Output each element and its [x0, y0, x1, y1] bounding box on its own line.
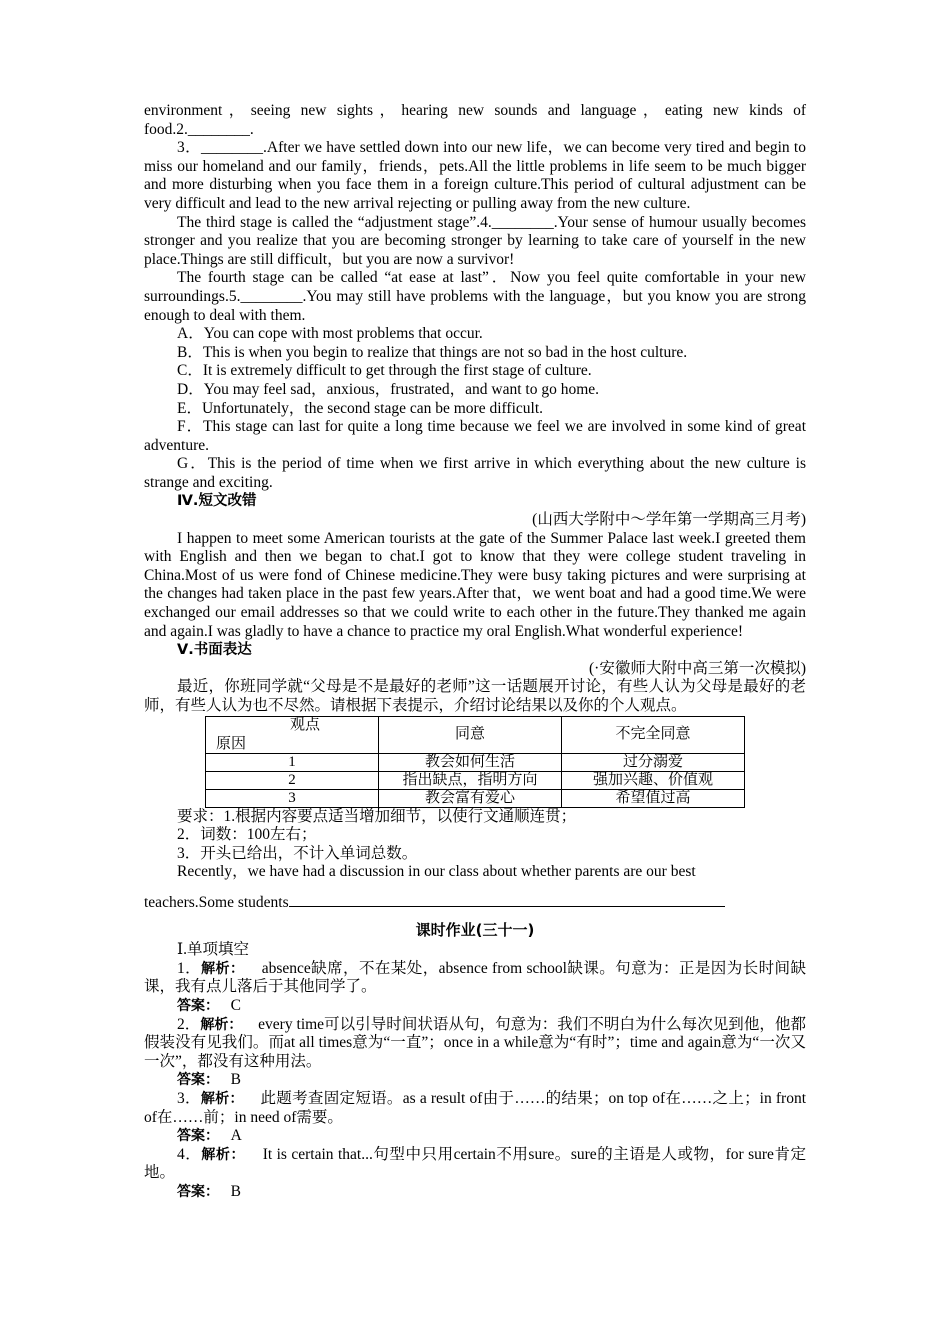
answer-value: C	[230, 996, 241, 1014]
answer-explanation	[144, 1146, 806, 1183]
requirement-1: 要求：1.根据内容要点适当增加细节，以使行文通顺连贯；	[177, 807, 577, 825]
answer-item	[144, 1090, 806, 1146]
explanation-text: absence缺席，不在某处，absence from school缺课。句意为：正是因为长时间缺课，我有点儿落后于其他同学了。	[144, 959, 806, 996]
item-number: 3．	[177, 1089, 201, 1107]
item-number: 4．	[177, 1145, 202, 1163]
writing-start-line-2	[144, 892, 806, 913]
writing-start-line-1: Recently，we have had a discussion in our class about whether parents are our best	[177, 863, 696, 881]
answer-label: 答案：	[177, 1183, 219, 1200]
option-d: D．You may feel sad，anxious，frustrated，and want to go home.	[177, 380, 600, 398]
error-correction-passage: I happen to meet some American tourists at the gate of the Summer Palace last week.I greeted them with English and then we began to chat.I got to know that they were college student traveling in China.Most of us were fond of Chinese medicine.They were busy taking pictures and were surprising at the changes had taken place in the past few years.After that，we went boat and had a good time.We were exchanged our email addresses so that we could write to each other in the future.They thanked me again and again.I was gladly to have a chance to practice my oral English.What wonderful experience!	[144, 529, 806, 640]
spacer	[144, 882, 806, 892]
explanation-text: It is certain that...句型中只用certain不用sure。sure的主语是人或物，for sure肯定地。	[144, 1145, 807, 1182]
answer-item	[144, 1016, 806, 1090]
writing-prompt: 最近，你班同学就“父母是不是最好的老师”这一话题展开讨论，有些人认为父母是最好的老师，有些人认为也不尽然。请根据下表提示，介绍讨论结果以及你的个人观点。	[144, 678, 806, 714]
answer-value: B	[230, 1071, 241, 1089]
row-number: 1	[206, 753, 379, 771]
table-row	[206, 771, 745, 789]
section-5-heading-text: Ⅴ.书面表达	[177, 642, 252, 659]
row-disagree-cell: 强加兴趣、价值观	[562, 771, 745, 789]
reading-paragraph-3: The third stage is called the “adjustment stage”.4.________.Your sense of humour usually becomes stronger and you realize that you are becoming stronger by learning to take care of yourself in the new place.Things are still difficult，but you are now a survivor!	[144, 213, 806, 268]
table-row	[206, 753, 745, 771]
table-corner-cell	[206, 716, 379, 753]
explanation-text: 此题考查固定短语。as a result of由于……的结果；on top of在……之上；in front of在……前；in need of需要。	[144, 1089, 806, 1126]
column-partly-disagree: 不完全同意	[562, 716, 745, 753]
explanation-label: 解析：	[201, 960, 245, 977]
document-page	[144, 102, 806, 1201]
section-5-source: (·安徽师大附中高三第一次模拟)	[589, 659, 806, 677]
answer-key	[144, 1071, 806, 1090]
explanation-text: every time可以引导时间状语从句，句意为：我们不明白为什么每次见到他，他都假装没有见我们。而at all times意为“一直”；once in a while意为“有时”；time and again意为“一次又一次”，都没有这种用法。	[144, 1015, 806, 1070]
answer-explanation	[144, 960, 806, 997]
answers-heading: Ⅰ.单项填空	[177, 941, 249, 959]
explanation-label: 解析：	[200, 1016, 243, 1033]
viewpoint-table	[205, 716, 745, 808]
answer-value: B	[230, 1182, 241, 1200]
answer-item	[144, 1146, 806, 1202]
option-b: B．This is when you begin to realize that things are not so bad in the host culture.	[177, 343, 688, 361]
requirement-2: 2．词数：100左右；	[177, 826, 317, 844]
answer-label: 答案：	[177, 997, 219, 1014]
answer-explanation	[144, 1016, 806, 1072]
section-4-source: (山西大学附中～学年第一学期高三月考)	[532, 511, 806, 529]
requirement-3: 3．开头已给出，不计入单词总数。	[177, 844, 418, 862]
section-4-heading	[144, 492, 806, 511]
table-row	[206, 789, 745, 807]
section-5-heading	[144, 641, 806, 660]
answers-title: 课时作业(三十一)	[415, 920, 535, 939]
row-disagree-cell: 过分溺爱	[562, 753, 745, 771]
row-agree-cell: 教会富有爱心	[379, 789, 562, 807]
explanation-label: 解析：	[201, 1146, 246, 1163]
corner-top-label: 观点	[289, 716, 320, 733]
option-c: C．It is extremely difficult to get through the first stage of culture.	[177, 362, 592, 380]
option-a: A．You can cope with most problems that occur.	[177, 325, 483, 343]
item-number: 2．	[177, 1015, 201, 1033]
answer-explanation	[144, 1090, 806, 1127]
answer-key	[144, 1183, 806, 1202]
row-agree-cell: 教会如何生活	[379, 753, 562, 771]
option-f: F．This stage can last for quite a long time because we feel we are involved in some kind of great adventure.	[144, 418, 806, 454]
row-number: 3	[206, 789, 379, 807]
row-agree-cell: 指出缺点，指明方向	[379, 771, 562, 789]
reading-paragraph-4: The fourth stage can be called “at ease at last”．Now you feel quite comfortable in your new surroundings.5.________.You may still have problems with the language，but you know you are strong enough to deal with them.	[144, 269, 806, 324]
reading-paragraph-2: 3．________.After we have settled down into our new life，we can become very tired and begin to miss our homeland and our family，friends，pets.All the little problems in life seem to be much bigger and more disturbing when you face them in a foreign culture.This period of cultural adjustment can be very difficult and lead to the new arrival rejecting or pulling away from the new culture.	[144, 139, 806, 212]
writing-start-text: teachers.Some students	[144, 893, 289, 911]
column-agree: 同意	[379, 716, 562, 753]
answer-blank-line[interactable]	[289, 892, 725, 907]
answer-label: 答案：	[177, 1072, 219, 1089]
option-e: E．Unfortunately，the second stage can be more difficult.	[177, 399, 543, 417]
corner-bottom-label: 原因	[216, 735, 247, 752]
row-number: 2	[206, 771, 379, 789]
answer-key	[144, 997, 806, 1016]
answer-item	[144, 960, 806, 1016]
item-number: 1．	[177, 959, 202, 977]
row-disagree-cell: 希望值过高	[562, 789, 745, 807]
section-4-heading-text: Ⅳ.短文改错	[177, 493, 257, 510]
reading-paragraph-1: environment，seeing new sights，hearing new sounds and language，eating new kinds of food.2.________.	[144, 102, 806, 138]
table-header-row	[206, 716, 745, 753]
answer-value: A	[230, 1127, 242, 1145]
answer-label: 答案：	[177, 1128, 219, 1145]
explanation-label: 解析：	[200, 1090, 244, 1107]
option-g: G．This is the period of time when we first arrive in which everything about the new culture is strange and exciting.	[144, 455, 806, 491]
answer-key	[144, 1127, 806, 1146]
